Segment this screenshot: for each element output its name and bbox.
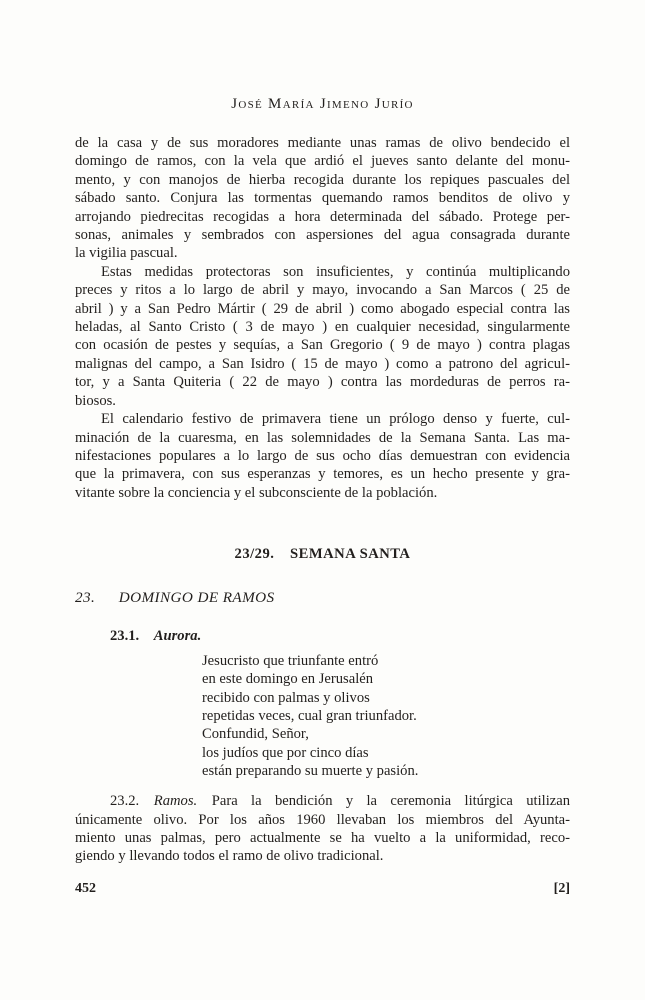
text-segment: en este domingo en Jerusalén	[202, 671, 374, 688]
text-line	[75, 847, 570, 865]
text-segment: con ocasión de pestes y sequías, a San Gregorio ( 9 de mayo ) contra plagas	[75, 337, 570, 354]
verse-aurora-song	[75, 652, 570, 780]
paragraph-april-may-saints	[75, 263, 570, 410]
verse-line	[202, 707, 570, 725]
text-segment: repetidas veces, cual gran triunfador.	[202, 708, 417, 725]
verse-line	[202, 762, 570, 780]
text-segment: que la primavera, con sus esperanzas y temores, es un hecho presente y gra-	[75, 466, 570, 483]
text-segment: arrojando piedrecitas recogidas a hora determinada del sábado. Protege per-	[75, 208, 570, 225]
text-line	[75, 152, 570, 170]
text-line	[75, 792, 570, 810]
text-line	[75, 244, 570, 262]
paragraph-spring-calendar	[75, 410, 570, 502]
text-line	[75, 829, 570, 847]
running-header-author: José María Jimeno Jurío	[231, 96, 414, 112]
verse-line	[202, 670, 570, 688]
verse-line	[202, 652, 570, 670]
text-segment: únicamente olivo. Por los años 1960 llevaban los miembros del Ayunta-	[75, 811, 570, 828]
text-line	[75, 447, 570, 465]
text-line	[75, 588, 570, 607]
text-segment: 23/29. SEMANA SANTA	[234, 546, 411, 563]
text-segment: abril ) y a San Pedro Mártir ( 29 de abril ) como abogado especial contra las	[75, 300, 570, 317]
text-segment: preces y ritos a lo largo de abril y mayo, invocando a San Marcos ( 25 de	[75, 282, 570, 299]
page-body	[75, 134, 570, 866]
text-segment: biosos.	[75, 392, 116, 409]
text-segment: malignas del campo, a San Isidro ( 15 de mayo ) como a patrono del agricul-	[75, 355, 570, 372]
text-segment: sonas, animales y sembrados con aspersiones del agua consagrada durante	[75, 227, 570, 244]
text-line	[75, 811, 570, 829]
text-segment: nifestaciones populares a lo largo de sus ocho días demuestran con evidencia	[75, 447, 570, 464]
text-segment: Estas medidas protectoras son insuficientes, y continúa multiplicando	[101, 263, 570, 280]
text-segment: mento, y con manojos de hierba recogida durante los repiques pascuales del	[75, 171, 570, 188]
text-segment: minación de la cuaresma, en las solemnidades de la Semana Santa. Las ma-	[75, 429, 570, 446]
text-line	[75, 336, 570, 354]
verse-line	[202, 744, 570, 762]
text-line	[75, 300, 570, 318]
paragraph-ramos	[75, 792, 570, 866]
text-segment: 23.2.	[110, 793, 154, 810]
text-line	[75, 545, 570, 564]
text-segment: Jesucristo que triunfante entró	[202, 653, 379, 670]
verse-line	[202, 725, 570, 743]
text-line	[75, 263, 570, 281]
text-segment: domingo de ramos, con la vela que ardió el jueves santo delante del monu-	[75, 153, 570, 170]
text-segment: sábado santo. Conjura las tormentas quemando ramos benditos de olivo y	[75, 190, 570, 207]
text-line	[75, 465, 570, 483]
text-line	[75, 355, 570, 373]
text-segment: El calendario festivo de primavera tiene un prólogo denso y fuerte, cul-	[101, 411, 570, 428]
heading-aurora	[75, 627, 570, 646]
text-segment: tor, y a Santa Quiteria ( 22 de mayo ) contra las mordeduras de perros ra-	[75, 374, 570, 391]
text-segment: Ramos.	[153, 793, 198, 810]
text-segment: 23. DOMINGO DE RAMOS	[75, 589, 275, 607]
page-number: 452	[75, 880, 96, 896]
text-segment: los judíos que por cinco días	[202, 744, 369, 761]
text-segment: recibido con palmas y olivos	[202, 689, 370, 706]
text-line	[75, 208, 570, 226]
text-line	[110, 627, 570, 646]
column-reference: [2]	[553, 880, 570, 896]
text-line	[75, 281, 570, 299]
text-line	[75, 484, 570, 502]
text-segment: Para la bendición y la ceremonia litúrgica utilizan	[197, 793, 570, 810]
text-line	[75, 318, 570, 336]
text-segment: Aurora.	[153, 628, 202, 645]
text-line	[75, 171, 570, 189]
page-footer	[75, 881, 570, 897]
text-segment: miento unas palmas, pero actualmente se ha vuelto a la uniformidad, reco-	[75, 830, 570, 847]
text-segment: vitante sobre la conciencia y el subconsciente de la población.	[75, 484, 438, 501]
text-line	[75, 189, 570, 207]
text-line	[75, 226, 570, 244]
text-line	[75, 429, 570, 447]
heading-semana-santa	[75, 545, 570, 564]
text-segment: están preparando su muerte y pasión.	[202, 762, 419, 779]
text-line	[75, 373, 570, 391]
paragraph-protection-rites	[75, 134, 570, 263]
text-segment: giendo y llevando todos el ramo de olivo tradicional.	[75, 848, 384, 865]
text-segment: heladas, al Santo Cristo ( 3 de mayo ) en cualquier necesidad, singularmente	[75, 319, 570, 336]
heading-domingo-de-ramos	[75, 588, 570, 607]
text-line	[75, 134, 570, 152]
text-segment: 23.1.	[110, 628, 154, 645]
text-segment: Confundid, Señor,	[202, 726, 309, 743]
text-line	[75, 392, 570, 410]
text-line	[75, 410, 570, 428]
verse-line	[202, 689, 570, 707]
text-segment: la vigilia pascual.	[75, 245, 178, 262]
text-segment: de la casa y de sus moradores mediante unas ramas de olivo bendecido el	[75, 135, 570, 151]
